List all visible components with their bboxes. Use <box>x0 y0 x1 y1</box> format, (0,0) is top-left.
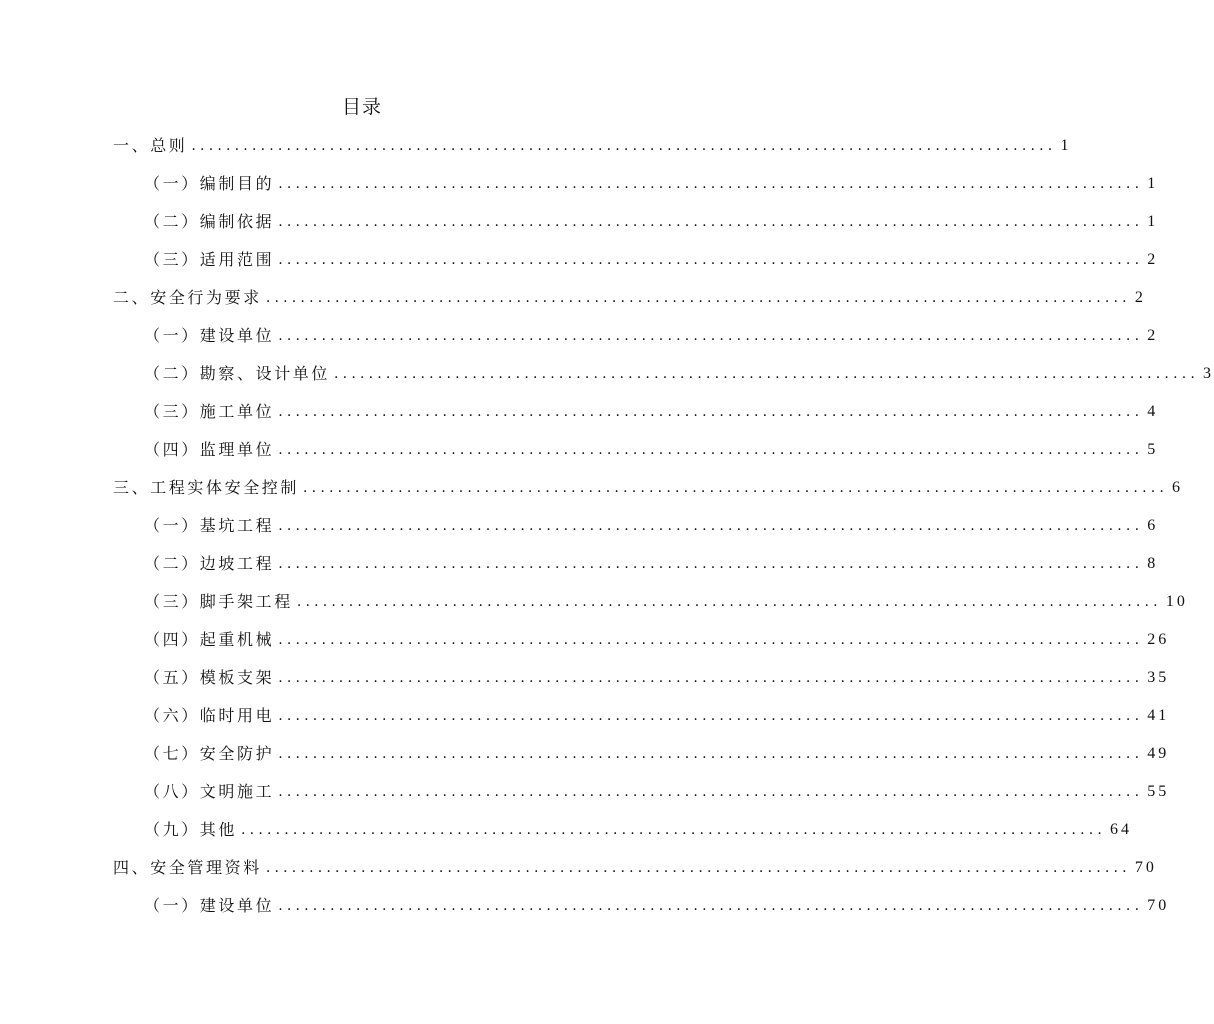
toc-entry-page-number: 5 <box>1147 441 1159 458</box>
toc-entry-page-number: 26 <box>1147 631 1170 648</box>
toc-entry-page-number: 70 <box>1147 897 1170 914</box>
toc-entry-subsection[interactable] <box>0 165 1159 203</box>
dot-leader: .................................................................................................... <box>278 632 1144 648</box>
toc-entry-label: （二）编制依据 <box>144 212 275 231</box>
toc-entry-subsection[interactable] <box>0 811 1133 849</box>
page-title: 目录 <box>341 96 382 118</box>
toc-entry-subsection[interactable] <box>0 241 1159 279</box>
toc-entry-label: （一）建设单位 <box>144 896 275 915</box>
toc-entry-label: 三、工程实体安全控制 <box>113 478 300 497</box>
dot-leader: .................................................................................................... <box>278 214 1144 230</box>
dot-leader: .................................................................................................... <box>191 138 1057 154</box>
toc-entry-label: （八）文明施工 <box>144 782 275 801</box>
toc-entry-page-number: 1 <box>1147 213 1159 230</box>
toc-entry-label: （三）脚手架工程 <box>144 592 293 611</box>
toc-entry-subsection[interactable] <box>0 431 1159 469</box>
dot-leader: .................................................................................................... <box>265 290 1131 306</box>
toc-entry-page-number: 3 <box>1203 365 1214 382</box>
toc-entry-label: （一）基坑工程 <box>144 516 275 535</box>
toc-entry-label: （五）模板支架 <box>144 668 275 687</box>
toc-entry-label: 二、安全行为要求 <box>113 288 262 307</box>
toc-entry-label: （三）施工单位 <box>144 402 275 421</box>
toc-entry-label: （三）适用范围 <box>144 250 275 269</box>
dot-leader: .................................................................................................... <box>278 556 1144 572</box>
toc-entry-page-number: 55 <box>1147 783 1170 800</box>
toc-entry-page-number: 6 <box>1172 479 1184 496</box>
toc-entry-page-number: 64 <box>1110 821 1133 838</box>
toc-entry-subsection[interactable] <box>0 507 1159 545</box>
dot-leader: .................................................................................................... <box>278 708 1144 724</box>
toc-entry-page-number: 10 <box>1165 593 1188 610</box>
toc-entry-page-number: 49 <box>1147 745 1170 762</box>
dot-leader: .................................................................................................... <box>278 670 1144 686</box>
dot-leader: .................................................................................................... <box>303 480 1169 496</box>
dot-leader: .................................................................................................... <box>278 784 1144 800</box>
toc-entry-label: 四、安全管理资料 <box>113 858 262 877</box>
toc-entry-subsection[interactable] <box>0 659 1170 697</box>
toc-entry-section-2[interactable] <box>0 279 1146 317</box>
toc-entry-subsection[interactable] <box>0 697 1170 735</box>
toc-entry-subsection[interactable] <box>0 735 1170 773</box>
toc-entry-page-number: 1 <box>1147 175 1159 192</box>
toc-entry-subsection[interactable] <box>0 621 1170 659</box>
toc-entry-page-number: 2 <box>1147 327 1159 344</box>
table-of-contents <box>0 127 1214 925</box>
toc-entry-label: （一）编制目的 <box>144 174 275 193</box>
toc-entry-page-number: 1 <box>1060 137 1072 154</box>
toc-entry-page-number: 35 <box>1147 669 1170 686</box>
toc-entry-subsection[interactable] <box>0 773 1170 811</box>
toc-entry-section-1[interactable] <box>0 127 1072 165</box>
toc-entry-page-number: 4 <box>1147 403 1159 420</box>
toc-entry-label: （七）安全防护 <box>144 744 275 763</box>
dot-leader: .................................................................................................... <box>278 252 1144 268</box>
dot-leader: .................................................................................................... <box>278 746 1144 762</box>
toc-entry-page-number: 6 <box>1147 517 1159 534</box>
toc-entry-label: （二）边坡工程 <box>144 554 275 573</box>
toc-entry-subsection[interactable] <box>0 317 1159 355</box>
toc-entry-section-3[interactable] <box>0 469 1184 507</box>
dot-leader: .................................................................................................... <box>241 822 1107 838</box>
dot-leader: .................................................................................................... <box>278 176 1144 192</box>
toc-entry-subsection[interactable] <box>0 887 1170 925</box>
dot-leader: .................................................................................................... <box>334 366 1200 382</box>
dot-leader: .................................................................................................... <box>278 442 1144 458</box>
toc-entry-label: （四）起重机械 <box>144 630 275 649</box>
toc-entry-subsection[interactable] <box>0 583 1188 621</box>
toc-entry-subsection[interactable] <box>0 203 1159 241</box>
toc-entry-label: （二）勘察、设计单位 <box>144 364 331 383</box>
dot-leader: .................................................................................................... <box>278 898 1144 914</box>
toc-entry-label: （一）建设单位 <box>144 326 275 345</box>
toc-entry-page-number: 2 <box>1147 251 1159 268</box>
toc-entry-label: （六）临时用电 <box>144 706 275 725</box>
dot-leader: .................................................................................................... <box>265 860 1131 876</box>
toc-entry-subsection[interactable] <box>0 545 1159 583</box>
dot-leader: .................................................................................................... <box>278 328 1144 344</box>
toc-entry-label: 一、总则 <box>113 136 188 155</box>
dot-leader: .................................................................................................... <box>278 518 1144 534</box>
toc-entry-page-number: 2 <box>1134 289 1146 306</box>
toc-entry-page-number: 41 <box>1147 707 1170 724</box>
toc-entry-subsection[interactable] <box>0 393 1159 431</box>
dot-leader: .................................................................................................... <box>296 594 1162 610</box>
toc-entry-section-4[interactable] <box>0 849 1157 887</box>
toc-entry-page-number: 70 <box>1134 859 1157 876</box>
dot-leader: .................................................................................................... <box>278 404 1144 420</box>
toc-entry-label: （九）其他 <box>144 820 238 839</box>
toc-entry-subsection[interactable] <box>0 355 1214 393</box>
toc-entry-page-number: 8 <box>1147 555 1159 572</box>
toc-entry-label: （四）监理单位 <box>144 440 275 459</box>
